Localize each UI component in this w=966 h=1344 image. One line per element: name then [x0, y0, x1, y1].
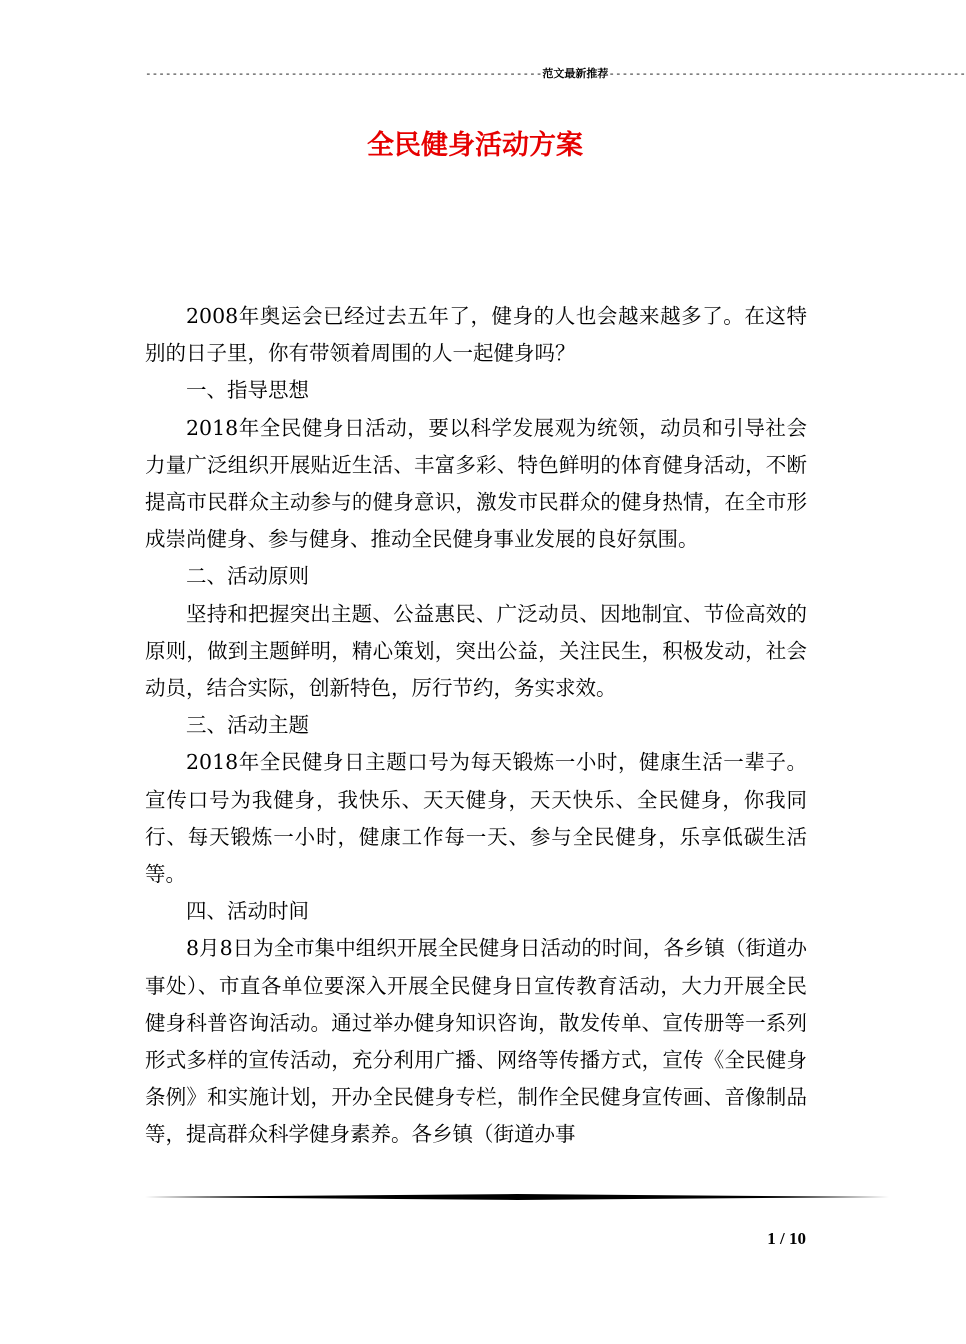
footer-rule [145, 1194, 889, 1200]
header-dashes-right: ------------------------------------------------------ [608, 67, 966, 80]
paragraph: 8月8日为全市集中组织开展全民健身日活动的时间，各乡镇（街道办事处）、市直各单位要深入开展全民健身日宣传教育活动，大力开展全民健身科普咨询活动。通过举办健身知识咨询，散发传单、宣传册等一系列形式多样的宣传活动，充分利用广播、网络等传播方式，宣传《全民健身条例》和实施计划，开办全民健身专栏，制作全民健身宣传画、音像制品等，提高群众科学健身素养。各乡镇（街道办事 [145, 936, 807, 1147]
document-body [145, 298, 807, 1154]
paragraph: 2008年奥运会已经过去五年了，健身的人也会越来越多了。在这特别的日子里，你有带领着周围的人一起健身吗？ [145, 304, 807, 366]
paragraph: 四、活动时间 [186, 899, 309, 924]
page-number: 1 / 10 [767, 1229, 806, 1248]
paragraph: 2018年全民健身日活动，要以科学发展观为统领，动员和引导社会力量广泛组织开展贴近生活、丰富多彩、特色鲜明的体育健身活动，不断提高市民群众主动参与的健身意识，激发市民群众的健身热情，在全市形成崇尚健身、参与健身、推动全民健身事业发展的良好氛围。 [145, 415, 807, 552]
paragraph: 三、活动主题 [186, 713, 309, 738]
header-label: 范文最新推荐 [542, 67, 609, 80]
page-header [145, 66, 966, 82]
paragraph: 一、指导思想 [186, 378, 309, 403]
paragraph: 坚持和把握突出主题、公益惠民、广泛动员、因地制宜、节俭高效的原则，做到主题鲜明，精心策划，突出公益，关注民生，积极发动，社会动员，结合实际，创新特色，厉行节约，务实求效。 [145, 601, 807, 701]
document-title: 全民健身活动方案 [367, 130, 583, 161]
paragraph: 2018年全民健身日主题口号为每天锻炼一小时，健康生活一辈子。宣传口号为我健身，我快乐、天天健身，天天快乐、全民健身，你我同行、每天锻炼一小时，健康工作每一天、参与全民健身，乐享低碳生活等。 [145, 750, 807, 887]
header-dashes-left: ------------------------------------------------------------ [145, 67, 543, 80]
paragraph: 二、活动原则 [186, 564, 309, 589]
